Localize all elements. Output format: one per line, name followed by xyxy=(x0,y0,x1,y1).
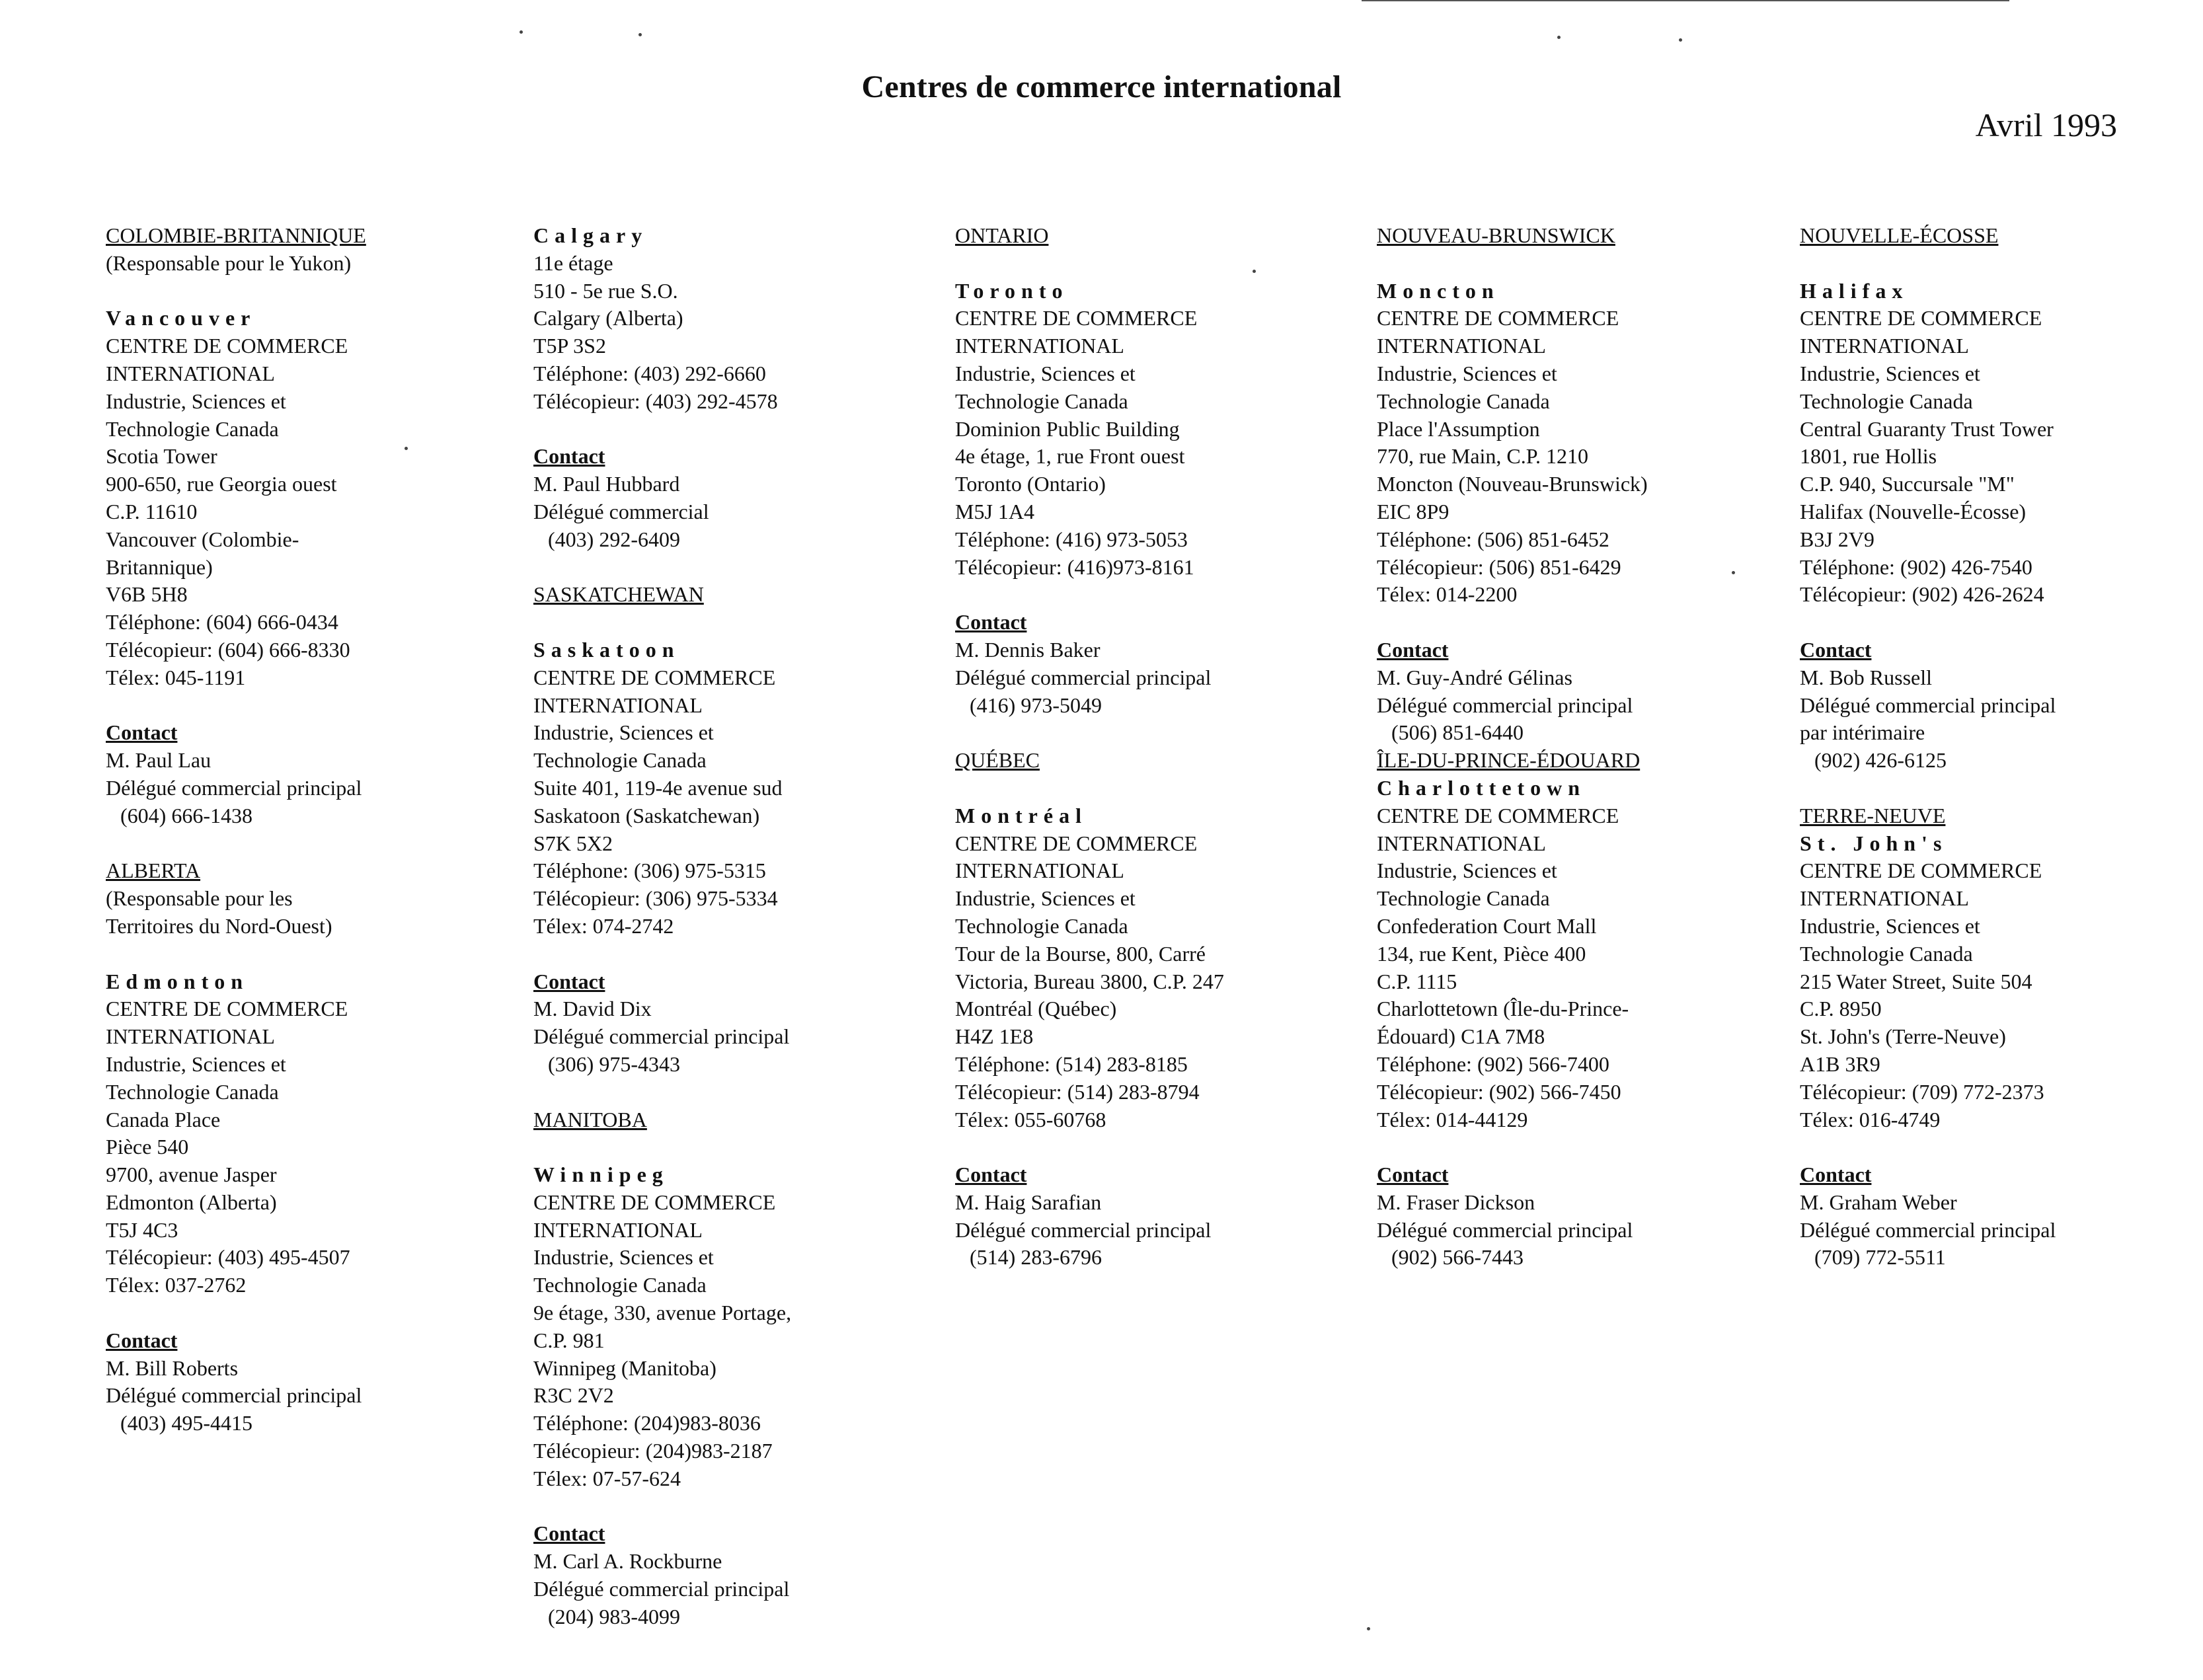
text-line: Industrie, Sciences et xyxy=(1800,361,1980,385)
text-line: Dominion Public Building xyxy=(955,416,1180,441)
text-line: C.P. 981 xyxy=(533,1328,605,1352)
text-line: Téléphone: (902) 426-7540 xyxy=(1800,554,2032,579)
text-line: Tour de la Bourse, 800, Carré xyxy=(955,941,1206,966)
text-line: Délégué commercial xyxy=(533,499,709,523)
text-line: INTERNATIONAL xyxy=(533,693,703,717)
text-line: Technologie Canada xyxy=(533,1273,707,1297)
text-line: Délégué commercial principal xyxy=(1800,693,2056,717)
text-line: 770, rue Main, C.P. 1210 xyxy=(1377,444,1588,469)
scan-speck xyxy=(405,447,408,450)
text-line: C.P. 11610 xyxy=(106,499,198,523)
spacer xyxy=(1377,250,1787,278)
text-line: CENTRE DE COMMERCE xyxy=(1800,859,2042,883)
text-line: Suite 401, 119-4e avenue sud xyxy=(533,775,783,800)
city-heading: Winnipeg xyxy=(533,1163,669,1187)
spacer xyxy=(533,416,943,443)
text-line: M. Carl A. Rockburne xyxy=(533,1549,722,1574)
region-heading: NOUVELLE-ÉCOSSE xyxy=(1800,223,1999,247)
text-line: CENTRE DE COMMERCE xyxy=(1377,803,1619,827)
phone-line: (514) 283-6796 xyxy=(970,1245,1102,1270)
text-line: Téléphone: (514) 283-8185 xyxy=(955,1051,1188,1076)
text-line: Télécopieur: (709) 772-2373 xyxy=(1800,1079,2044,1104)
text-line: 1801, rue Hollis xyxy=(1800,444,1937,469)
text-line: Industrie, Sciences et xyxy=(106,1051,286,1076)
text-line: Délégué commercial principal xyxy=(955,1217,1212,1242)
text-line: Technologie Canada xyxy=(955,389,1128,413)
column-1 xyxy=(106,222,516,1437)
text-line: Télex: 037-2762 xyxy=(106,1273,247,1297)
text-line: INTERNATIONAL xyxy=(955,334,1124,358)
text-line: R3C 2V2 xyxy=(533,1383,614,1408)
phone-line: (604) 666-1438 xyxy=(120,803,252,827)
spacer xyxy=(106,830,516,858)
scan-speck xyxy=(1557,36,1561,39)
text-line: Téléphone: (204)983-8036 xyxy=(533,1411,761,1435)
text-line: Territoires du Nord-Ouest) xyxy=(106,913,332,938)
spacer xyxy=(1800,250,2203,278)
text-line: 4e étage, 1, rue Front ouest xyxy=(955,444,1185,469)
text-line: Télécopieur: (514) 283-8794 xyxy=(955,1079,1200,1104)
spacer xyxy=(955,719,1365,747)
text-line: par intérimaire xyxy=(1800,720,1925,745)
text-line: M. Guy-André Gélinas xyxy=(1377,665,1572,689)
text-line: Délégué commercial principal xyxy=(533,1577,790,1601)
contact-heading: Contact xyxy=(106,1328,178,1352)
text-line: INTERNATIONAL xyxy=(106,361,275,385)
phone-line: (506) 851-6440 xyxy=(1391,720,1524,745)
text-line: Industrie, Sciences et xyxy=(955,361,1136,385)
text-line: C.P. 940, Succursale "M" xyxy=(1800,472,2015,496)
text-line: Pièce 540 xyxy=(106,1135,189,1159)
spacer xyxy=(106,940,516,968)
spacer xyxy=(533,609,943,636)
text-line: Technologie Canada xyxy=(106,416,279,441)
city-heading: Saskatoon xyxy=(533,637,680,662)
text-line: B3J 2V9 xyxy=(1800,527,1874,551)
spacer xyxy=(106,278,516,305)
phone-line: (204) 983-4099 xyxy=(548,1604,680,1628)
text-line: Téléphone: (604) 666-0434 xyxy=(106,610,338,634)
city-heading: St. John's xyxy=(1800,831,1948,855)
contact-heading: Contact xyxy=(533,969,605,993)
text-line: M. Fraser Dickson xyxy=(1377,1190,1535,1214)
text-line: Télex: 074-2742 xyxy=(533,913,674,938)
scan-speck xyxy=(638,33,642,36)
phone-line: (709) 772-5511 xyxy=(1814,1245,1946,1270)
text-line: 11e étage xyxy=(533,250,613,275)
spacer xyxy=(955,250,1365,278)
text-line: T5P 3S2 xyxy=(533,334,606,358)
region-heading: MANITOBA xyxy=(533,1107,647,1131)
text-line: (Responsable pour les xyxy=(106,886,293,911)
text-line: M. Bill Roberts xyxy=(106,1355,239,1380)
spacer xyxy=(533,1133,943,1161)
contact-heading: Contact xyxy=(1800,637,1872,662)
text-line: M. Bob Russell xyxy=(1800,665,1933,689)
spacer xyxy=(533,1079,943,1106)
spacer xyxy=(1377,1133,1787,1161)
text-line: 134, rue Kent, Pièce 400 xyxy=(1377,941,1586,966)
text-line: M5J 1A4 xyxy=(955,499,1035,523)
text-line: Délégué commercial principal xyxy=(955,665,1212,689)
spacer xyxy=(533,554,943,582)
top-edge-rule xyxy=(1362,0,2009,1)
text-line: Technologie Canada xyxy=(106,1079,279,1104)
text-line: EIC 8P9 xyxy=(1377,499,1449,523)
phone-line: (306) 975-4343 xyxy=(548,1051,680,1076)
text-line: M. Haig Sarafian xyxy=(955,1190,1102,1214)
city-heading: Vancouver xyxy=(106,306,256,330)
text-line: INTERNATIONAL xyxy=(106,1024,275,1049)
text-line: CENTRE DE COMMERCE xyxy=(106,334,348,358)
scan-speck xyxy=(1679,38,1682,42)
text-line: A1B 3R9 xyxy=(1800,1051,1880,1076)
text-line: M. Paul Lau xyxy=(106,748,212,773)
text-line: CENTRE DE COMMERCE xyxy=(955,831,1198,855)
text-line: Télex: 055-60768 xyxy=(955,1107,1106,1131)
text-line: Technologie Canada xyxy=(1377,389,1550,413)
text-line: Canada Place xyxy=(106,1107,221,1131)
text-line: Délégué commercial principal xyxy=(106,1383,362,1408)
city-heading: Edmonton xyxy=(106,969,249,993)
text-line: Télex: 014-2200 xyxy=(1377,582,1518,607)
spacer xyxy=(955,1133,1365,1161)
text-line: St. John's (Terre-Neuve) xyxy=(1800,1024,2006,1049)
text-line: Télécopieur: (902) 426-2624 xyxy=(1800,582,2044,607)
text-line: Industrie, Sciences et xyxy=(1377,361,1557,385)
contact-heading: Contact xyxy=(1377,1163,1449,1187)
text-line: Halifax (Nouvelle-Écosse) xyxy=(1800,499,2027,523)
text-line: Scotia Tower xyxy=(106,444,217,469)
scan-speck xyxy=(520,30,523,34)
text-line: Édouard) C1A 7M8 xyxy=(1377,1024,1545,1049)
scan-speck xyxy=(1253,270,1256,273)
text-line: 9700, avenue Jasper xyxy=(106,1163,277,1187)
text-line: Télécopieur: (506) 851-6429 xyxy=(1377,554,1621,579)
text-line: Saskatoon (Saskatchewan) xyxy=(533,803,760,827)
text-line: Industrie, Sciences et xyxy=(106,389,286,413)
region-heading: COLOMBIE-BRITANNIQUE xyxy=(106,223,366,247)
city-heading: Montréal xyxy=(955,803,1087,827)
text-line: INTERNATIONAL xyxy=(533,1217,703,1242)
text-line: Téléphone: (306) 975-5315 xyxy=(533,859,766,883)
text-line: Technologie Canada xyxy=(1800,941,1973,966)
spacer xyxy=(106,1299,516,1327)
region-heading: ÎLE-DU-PRINCE-ÉDOUARD xyxy=(1377,748,1641,773)
text-line: Confederation Court Mall xyxy=(1377,913,1597,938)
column-3 xyxy=(955,222,1365,1272)
text-line: 510 - 5e rue S.O. xyxy=(533,278,678,303)
text-line: Calgary (Alberta) xyxy=(533,306,683,330)
region-heading: QUÉBEC xyxy=(955,748,1040,773)
phone-line: (902) 566-7443 xyxy=(1391,1245,1524,1270)
text-line: M. Graham Weber xyxy=(1800,1190,1957,1214)
spacer xyxy=(106,692,516,720)
text-line: Télex: 045-1191 xyxy=(106,665,246,689)
text-line: Délégué commercial principal xyxy=(1377,1217,1633,1242)
text-line: Délégué commercial principal xyxy=(533,1024,790,1049)
text-line: INTERNATIONAL xyxy=(955,859,1124,883)
phone-line: (403) 495-4415 xyxy=(120,1411,252,1435)
text-line: Téléphone: (902) 566-7400 xyxy=(1377,1051,1609,1076)
text-line: INTERNATIONAL xyxy=(1377,334,1546,358)
text-line: Place l'Assumption xyxy=(1377,416,1540,441)
text-line: Britannique) xyxy=(106,554,213,579)
column-2 xyxy=(533,222,943,1631)
text-line: INTERNATIONAL xyxy=(1800,886,1969,911)
text-line: (Responsable pour le Yukon) xyxy=(106,250,352,275)
text-line: CENTRE DE COMMERCE xyxy=(955,306,1198,330)
text-line: Téléphone: (506) 851-6452 xyxy=(1377,527,1609,551)
text-line: T5J 4C3 xyxy=(106,1217,178,1242)
text-line: M. Dennis Baker xyxy=(955,637,1101,662)
text-line: Industrie, Sciences et xyxy=(533,1245,714,1270)
spacer xyxy=(533,1493,943,1521)
text-line: Industrie, Sciences et xyxy=(533,720,714,745)
text-line: Télécopieur: (306) 975-5334 xyxy=(533,886,778,911)
text-line: Moncton (Nouveau-Brunswick) xyxy=(1377,472,1648,496)
text-line: Télex: 07-57-624 xyxy=(533,1466,681,1490)
text-line: Montréal (Québec) xyxy=(955,997,1117,1021)
text-line: Charlottetown (Île-du-Prince- xyxy=(1377,997,1629,1021)
text-line: M. Paul Hubbard xyxy=(533,472,680,496)
spacer xyxy=(533,940,943,968)
document-date: Avril 1993 xyxy=(1975,106,2117,143)
contact-heading: Contact xyxy=(106,720,178,745)
text-line: Technologie Canada xyxy=(1800,389,1973,413)
phone-line: (902) 426-6125 xyxy=(1814,748,1947,773)
text-line: Industrie, Sciences et xyxy=(1800,913,1980,938)
text-line: C.P. 8950 xyxy=(1800,997,1882,1021)
city-heading: Toronto xyxy=(955,278,1069,303)
text-line: Télex: 014-44129 xyxy=(1377,1107,1528,1131)
scan-speck xyxy=(1732,571,1735,574)
text-line: Toronto (Ontario) xyxy=(955,472,1106,496)
text-line: 215 Water Street, Suite 504 xyxy=(1800,969,2032,993)
text-line: Technologie Canada xyxy=(533,748,707,773)
contact-heading: Contact xyxy=(1800,1163,1872,1187)
city-heading: Charlottetown xyxy=(1377,775,1586,800)
text-line: 9e étage, 330, avenue Portage, xyxy=(533,1301,792,1325)
contact-heading: Contact xyxy=(955,610,1027,634)
contact-heading: Contact xyxy=(955,1163,1027,1187)
text-line: INTERNATIONAL xyxy=(1800,334,1969,358)
column-5 xyxy=(1800,222,2203,1272)
phone-line: (416) 973-5049 xyxy=(970,693,1102,717)
text-line: Industrie, Sciences et xyxy=(1377,859,1557,883)
text-line: H4Z 1E8 xyxy=(955,1024,1034,1049)
region-heading: SASKATCHEWAN xyxy=(533,582,704,607)
spacer xyxy=(1377,609,1787,636)
city-heading: Moncton xyxy=(1377,278,1500,303)
text-line: Télécopieur: (204)983-2187 xyxy=(533,1439,773,1463)
text-line: Télécopieur: (403) 292-4578 xyxy=(533,389,778,413)
text-line: CENTRE DE COMMERCE xyxy=(533,1190,776,1214)
text-line: 900-650, rue Georgia ouest xyxy=(106,472,337,496)
text-line: CENTRE DE COMMERCE xyxy=(1377,306,1619,330)
text-line: M. David Dix xyxy=(533,997,652,1021)
phone-line: (403) 292-6409 xyxy=(548,527,680,551)
region-heading: TERRE-NEUVE xyxy=(1800,803,1946,827)
spacer xyxy=(1800,775,2203,802)
city-heading: Calgary xyxy=(533,223,648,247)
city-heading: Halifax xyxy=(1800,278,1909,303)
text-line: Télécopieur: (604) 666-8330 xyxy=(106,637,350,662)
text-line: Central Guaranty Trust Tower xyxy=(1800,416,2054,441)
text-line: Vancouver (Colombie- xyxy=(106,527,299,551)
text-line: Télécopieur: (902) 566-7450 xyxy=(1377,1079,1621,1104)
text-line: V6B 5H8 xyxy=(106,582,188,607)
column-4 xyxy=(1377,222,1787,1272)
text-line: Technologie Canada xyxy=(955,913,1128,938)
text-line: Délégué commercial principal xyxy=(1377,693,1633,717)
text-line: Industrie, Sciences et xyxy=(955,886,1136,911)
text-line: Winnipeg (Manitoba) xyxy=(533,1355,716,1380)
text-line: Télex: 016-4749 xyxy=(1800,1107,1941,1131)
text-line: Délégué commercial principal xyxy=(106,775,362,800)
text-line: Téléphone: (416) 973-5053 xyxy=(955,527,1188,551)
page-title: Centres de commerce international xyxy=(861,69,1342,104)
text-line: Victoria, Bureau 3800, C.P. 247 xyxy=(955,969,1224,993)
spacer xyxy=(955,775,1365,802)
contact-heading: Contact xyxy=(533,444,605,469)
text-line: S7K 5X2 xyxy=(533,831,613,855)
spacer xyxy=(955,581,1365,609)
region-heading: ALBERTA xyxy=(106,859,201,883)
text-line: CENTRE DE COMMERCE xyxy=(106,997,348,1021)
text-line: C.P. 1115 xyxy=(1377,969,1457,993)
text-line: Télécopieur: (416)973-8161 xyxy=(955,554,1194,579)
text-line: CENTRE DE COMMERCE xyxy=(1800,306,2042,330)
spacer xyxy=(1800,609,2203,636)
text-line: Délégué commercial principal xyxy=(1800,1217,2056,1242)
text-line: Technologie Canada xyxy=(1377,886,1550,911)
spacer xyxy=(1800,1133,2203,1161)
text-line: Téléphone: (403) 292-6660 xyxy=(533,361,766,385)
text-line: CENTRE DE COMMERCE xyxy=(533,665,776,689)
contact-heading: Contact xyxy=(533,1521,605,1546)
region-heading: ONTARIO xyxy=(955,223,1049,247)
text-line: INTERNATIONAL xyxy=(1377,831,1546,855)
scan-speck xyxy=(1367,1627,1370,1630)
region-heading: NOUVEAU-BRUNSWICK xyxy=(1377,223,1615,247)
contact-heading: Contact xyxy=(1377,637,1449,662)
text-line: Télécopieur: (403) 495-4507 xyxy=(106,1245,350,1270)
text-line: Edmonton (Alberta) xyxy=(106,1190,277,1214)
